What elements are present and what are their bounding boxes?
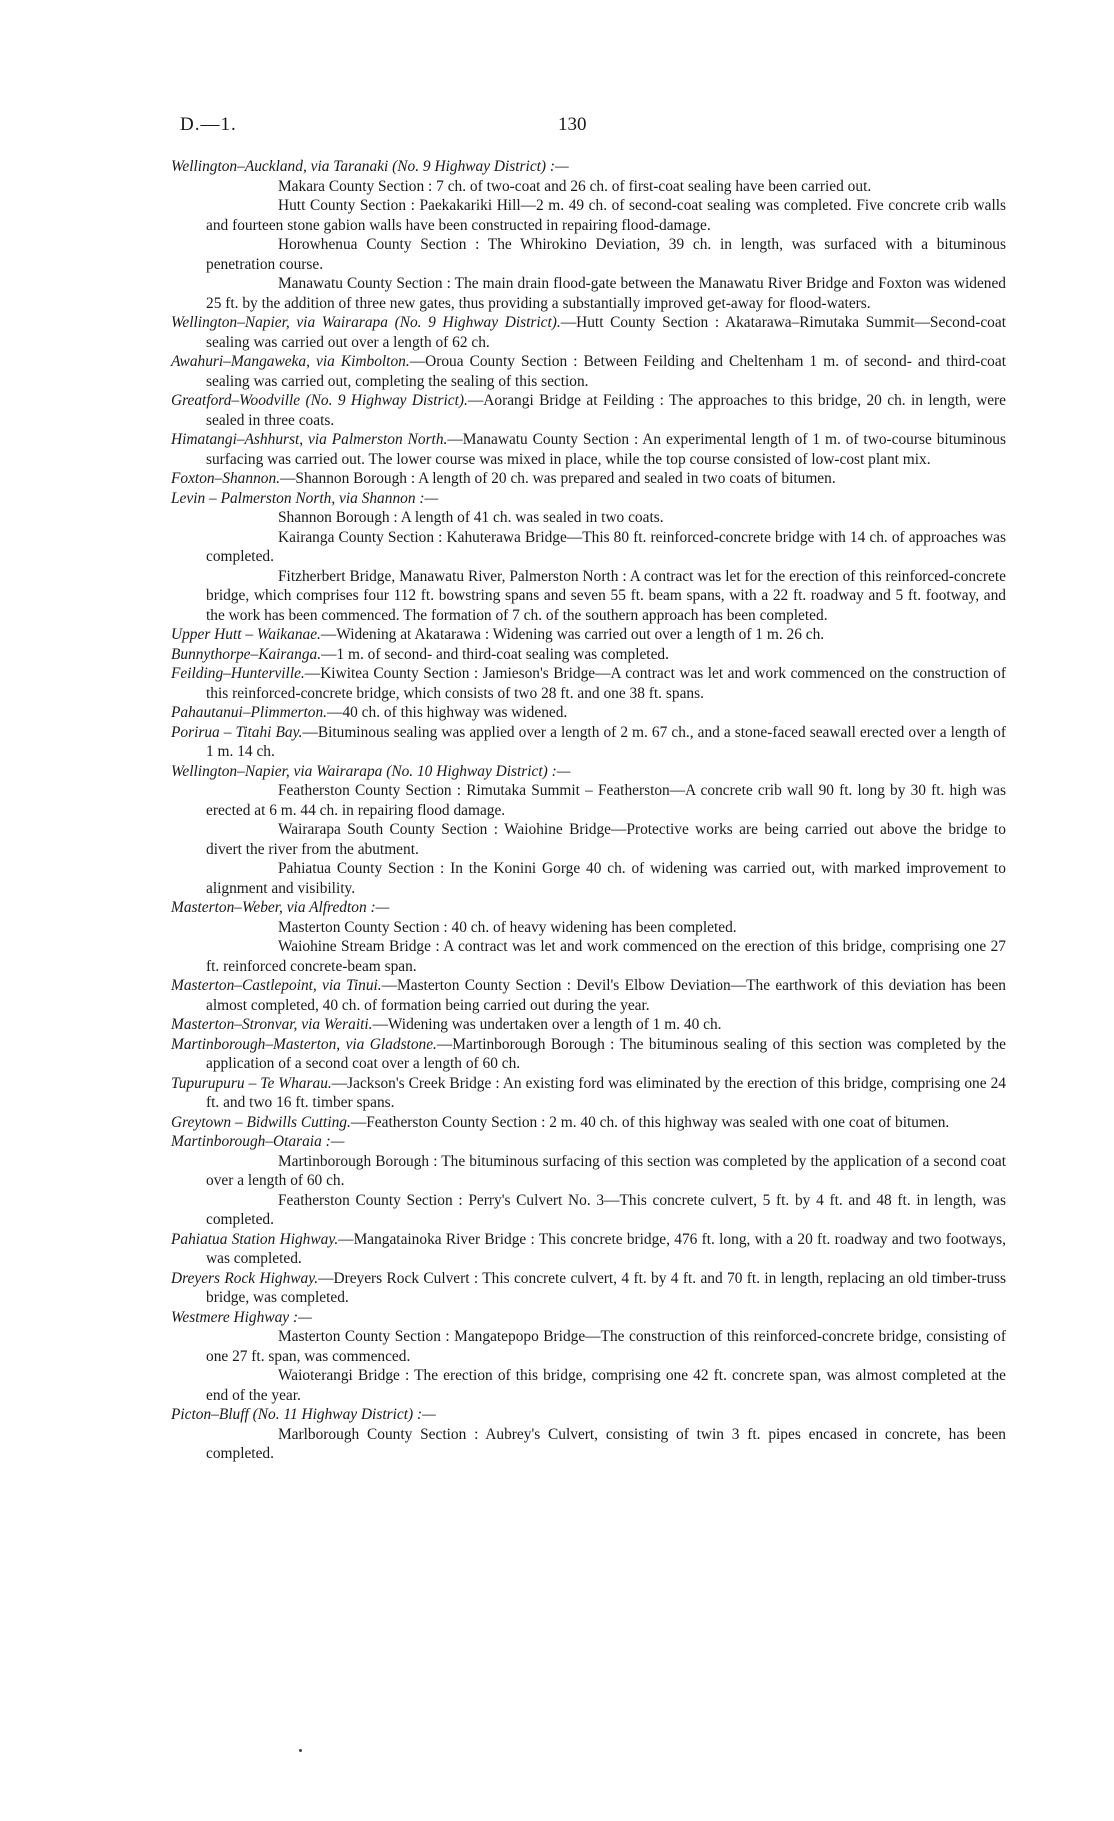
- paragraph-text: Hutt County Section : Paekakariki Hill—2 m. 49 ch. of second-coat sealing was completed. Five concrete crib walls and fourteen stone gabion walls have been constructed in repairing flood-damage.: [206, 197, 1006, 234]
- paragraph: [171, 352, 1006, 391]
- section-heading: Greytown – Bidwills Cutting.: [171, 1113, 351, 1131]
- paragraph-text: Pahiatua County Section : In the Konini Gorge 40 ch. of widening was carried out, with marked improvement to alignment and visibility.: [206, 860, 1006, 897]
- section-heading: Martinborough–Masterton, via Gladstone.: [171, 1035, 437, 1053]
- paragraph: [171, 274, 1006, 313]
- paragraph: [171, 1132, 1006, 1152]
- paragraph-text: Masterton County Section : Mangatepopo Bridge—The construction of this reinforced-concrete bridge, consisting of one 27 ft. span, was commenced.: [206, 1328, 1006, 1365]
- paragraph-text: —Bituminous sealing was applied over a length of 2 m. 67 ch., and a stone-faced seawall erected over a length of 1 m. 14 ch.: [206, 723, 1006, 760]
- paragraph: [171, 703, 1006, 723]
- paragraph: [171, 1035, 1006, 1074]
- paragraph: [171, 1425, 1006, 1464]
- section-heading: Porirua – Titahi Bay.: [171, 723, 303, 741]
- paragraph: [171, 196, 1006, 235]
- section-heading: Levin – Palmerston North, via Shannon :—: [171, 489, 439, 507]
- section-code: D.—1.: [180, 114, 237, 135]
- paragraph-text: Masterton County Section : 40 ch. of heavy widening has been completed.: [278, 918, 737, 936]
- paragraph: [171, 937, 1006, 976]
- paragraph: [171, 976, 1006, 1015]
- section-heading: Masterton–Stronvar, via Weraiti.: [171, 1016, 373, 1033]
- paragraph-text: —1 m. of second- and third-coat sealing was completed.: [321, 645, 669, 663]
- paragraph-text: —Shannon Borough : A length of 20 ch. was prepared and sealed in two coats of bitumen.: [280, 470, 836, 487]
- paragraph-text: —Dreyers Rock Culvert : This concrete culvert, 4 ft. by 4 ft. and 70 ft. in length, replacing an old timber-truss bridge, was completed.: [206, 1269, 1006, 1306]
- section-heading: Himatangi–Ashhurst, via Palmerston North.: [171, 431, 448, 448]
- paragraph-text: —Widening was undertaken over a length of 1 m. 40 ch.: [372, 1016, 722, 1033]
- paragraph-text: Makara County Section : 7 ch. of two-coat and 26 ch. of first-coat sealing have been carried out.: [278, 177, 872, 195]
- paragraph: [171, 1152, 1006, 1191]
- paragraph: [171, 820, 1006, 859]
- paragraph-text: Kairanga County Section : Kahuterawa Bridge—This 80 ft. reinforced-concrete bridge with 14 ch. of approaches was completed.: [206, 528, 1006, 565]
- paragraph-text: —40 ch. of this highway was widened.: [327, 704, 568, 721]
- section-heading: Wellington–Napier, via Wairarapa (No. 10 Highway District) :—: [171, 762, 571, 780]
- paragraph-text: —Martinborough Borough : The bituminous sealing of this section was completed by the application of a second coat over a length of 60 ch.: [206, 1035, 1006, 1072]
- paragraph: [171, 1113, 1006, 1133]
- paragraph: [171, 157, 1006, 177]
- paragraph: [171, 508, 1006, 528]
- paragraph-text: Waiohine Stream Bridge : A contract was let and work commenced on the erection of this bridge, comprising one 27 ft. reinforced concrete-beam span.: [206, 938, 1006, 975]
- paragraph: [171, 1015, 1006, 1035]
- paragraph-text: —Mangatainoka River Bridge : This concrete bridge, 476 ft. long, with a 20 ft. roadway and two footways, was completed.: [206, 1230, 1006, 1267]
- section-heading: Awahuri–Mangaweka, via Kimbolton.: [171, 353, 410, 370]
- section-heading: Feilding–Hunterville.: [171, 665, 305, 682]
- paragraph-text: Martinborough Borough : The bituminous surfacing of this section was completed by the application of a second coat over a length of 60 ch.: [206, 1152, 1006, 1189]
- section-heading: Dreyers Rock Highway.: [171, 1269, 319, 1287]
- paragraph-text: Wairarapa South County Section : Waiohine Bridge—Protective works are being carried out above the bridge to divert the river from the abutment.: [206, 821, 1006, 858]
- paragraph-text: —Widening at Akatarawa : Widening was carried out over a length of 1 m. 26 ch.: [320, 626, 825, 643]
- paragraph: [171, 489, 1006, 509]
- paragraph: [171, 898, 1006, 918]
- paragraph: [171, 762, 1006, 782]
- paragraph: [171, 918, 1006, 938]
- paragraph-text: Horowhenua County Section : The Whirokino Deviation, 39 ch. in length, was surfaced with a bituminous penetration course.: [206, 236, 1006, 273]
- paragraph: [171, 469, 1006, 489]
- section-heading: Picton–Bluff (No. 11 Highway District) :—: [171, 1406, 436, 1423]
- paragraph: [171, 391, 1006, 430]
- paragraph-text: Fitzherbert Bridge, Manawatu River, Palmerston North : A contract was let for the erection of this reinforced-concrete bridge, which comprises four 112 ft. bowstring spans and seven 55 ft. beam spans, with a 22 ft. roadway and 5 ft. footway, and the work has been commenced. The formation of 7 ch. of the southern approach has been completed.: [206, 567, 1006, 624]
- paragraph: [171, 177, 1006, 197]
- paragraph-text: —Manawatu County Section : An experimental length of 1 m. of two-course bituminous surfacing was carried out. The lower course was mixed in place, while the top course consisted of low-cost plant mix.: [206, 431, 1006, 468]
- paragraph: [171, 1366, 1006, 1405]
- section-heading: Pahiatua Station Highway.: [171, 1230, 339, 1248]
- paragraph-text: Featherston County Section : Perry's Culvert No. 3—This concrete culvert, 5 ft. by 4 ft. and 48 ft. in length, was completed.: [206, 1191, 1006, 1228]
- paragraph: [171, 664, 1006, 703]
- section-heading: Wellington–Auckland, via Taranaki (No. 9 Highway District) :—: [171, 158, 569, 175]
- page-number: 130: [558, 114, 587, 135]
- page-header: [180, 114, 1040, 138]
- paragraph-text: —Hutt County Section : Akatarawa–Rimutaka Summit—Second-coat sealing was carried out over a length of 62 ch.: [206, 314, 1006, 351]
- paragraph: [171, 430, 1006, 469]
- paragraph-text: Manawatu County Section : The main drain flood-gate between the Manawatu River Bridge and Foxton was widened 25 ft. by the addition of three new gates, thus providing a substantially improved get-away for flood-waters.: [206, 275, 1006, 312]
- section-heading: Masterton–Weber, via Alfredton :—: [171, 899, 390, 916]
- paragraph: [171, 1308, 1006, 1328]
- section-heading: Bunnythorpe–Kairanga.: [171, 645, 322, 663]
- paragraph: [171, 1230, 1006, 1269]
- document-body: [171, 157, 1006, 1464]
- section-heading: Pahautanui–Plimmerton.: [171, 704, 328, 721]
- paragraph: [171, 567, 1006, 626]
- section-heading: Wellington–Napier, via Wairarapa (No. 9 Highway District).: [171, 314, 561, 331]
- section-heading: Foxton–Shannon.: [171, 470, 281, 487]
- paragraph: [171, 1405, 1006, 1425]
- paragraph: [171, 235, 1006, 274]
- paragraph-text: Shannon Borough : A length of 41 ch. was sealed in two coats.: [278, 509, 664, 526]
- section-heading: Tupurupuru – Te Wharau.: [171, 1074, 332, 1092]
- paragraph-text: —Masterton County Section : Devil's Elbow Deviation—The earthwork of this deviation has been almost completed, 40 ch. of formation being carried out during the year.: [206, 977, 1007, 1014]
- section-heading: Westmere Highway :—: [171, 1308, 312, 1326]
- stray-mark: [299, 1749, 302, 1752]
- paragraph-text: Marlborough County Section : Aubrey's Culvert, consisting of twin 3 ft. pipes encased in concrete, has been completed.: [206, 1425, 1006, 1462]
- paragraph: [171, 645, 1006, 665]
- paragraph: [171, 1327, 1006, 1366]
- paragraph: [171, 528, 1006, 567]
- paragraph-text: —Aorangi Bridge at Feilding : The approaches to this bridge, 20 ch. in length, were sealed in three coats.: [206, 392, 1006, 429]
- paragraph-text: Waioterangi Bridge : The erection of this bridge, comprising one 42 ft. concrete span, was almost completed at the end of the year.: [206, 1367, 1006, 1404]
- paragraph-text: —Jackson's Creek Bridge : An existing ford was eliminated by the erection of this bridge, comprising one 24 ft. and two 16 ft. timber spans.: [206, 1074, 1006, 1111]
- paragraph: [171, 625, 1006, 645]
- paragraph: [171, 1269, 1006, 1308]
- paragraph: [171, 723, 1006, 762]
- paragraph-text: —Oroua County Section : Between Feilding and Cheltenham 1 m. of second- and third-coat sealing was carried out, completing the sealing of this section.: [206, 353, 1006, 390]
- paragraph: [171, 313, 1006, 352]
- paragraph: [171, 859, 1006, 898]
- paragraph: [171, 1074, 1006, 1113]
- section-heading: Greatford–Woodville (No. 9 Highway District).: [171, 392, 468, 409]
- paragraph: [171, 781, 1006, 820]
- paragraph: [171, 1191, 1006, 1230]
- section-heading: Masterton–Castlepoint, via Tinui.: [171, 977, 382, 994]
- paragraph-text: Featherston County Section : Rimutaka Summit – Featherston—A concrete crib wall 90 ft. long by 30 ft. high was erected at 6 m. 44 ch. in repairing flood damage.: [206, 782, 1006, 819]
- section-heading: Martinborough–Otaraia :—: [171, 1133, 345, 1150]
- section-heading: Upper Hutt – Waikanae.: [171, 626, 321, 643]
- paragraph-text: —Kiwitea County Section : Jamieson's Bridge—A contract was let and work commenced on the construction of this reinforced-concrete bridge, which consists of two 28 ft. and one 38 ft. spans.: [206, 665, 1006, 702]
- paragraph-text: —Featherston County Section : 2 m. 40 ch. of this highway was sealed with one coat of bitumen.: [350, 1113, 950, 1131]
